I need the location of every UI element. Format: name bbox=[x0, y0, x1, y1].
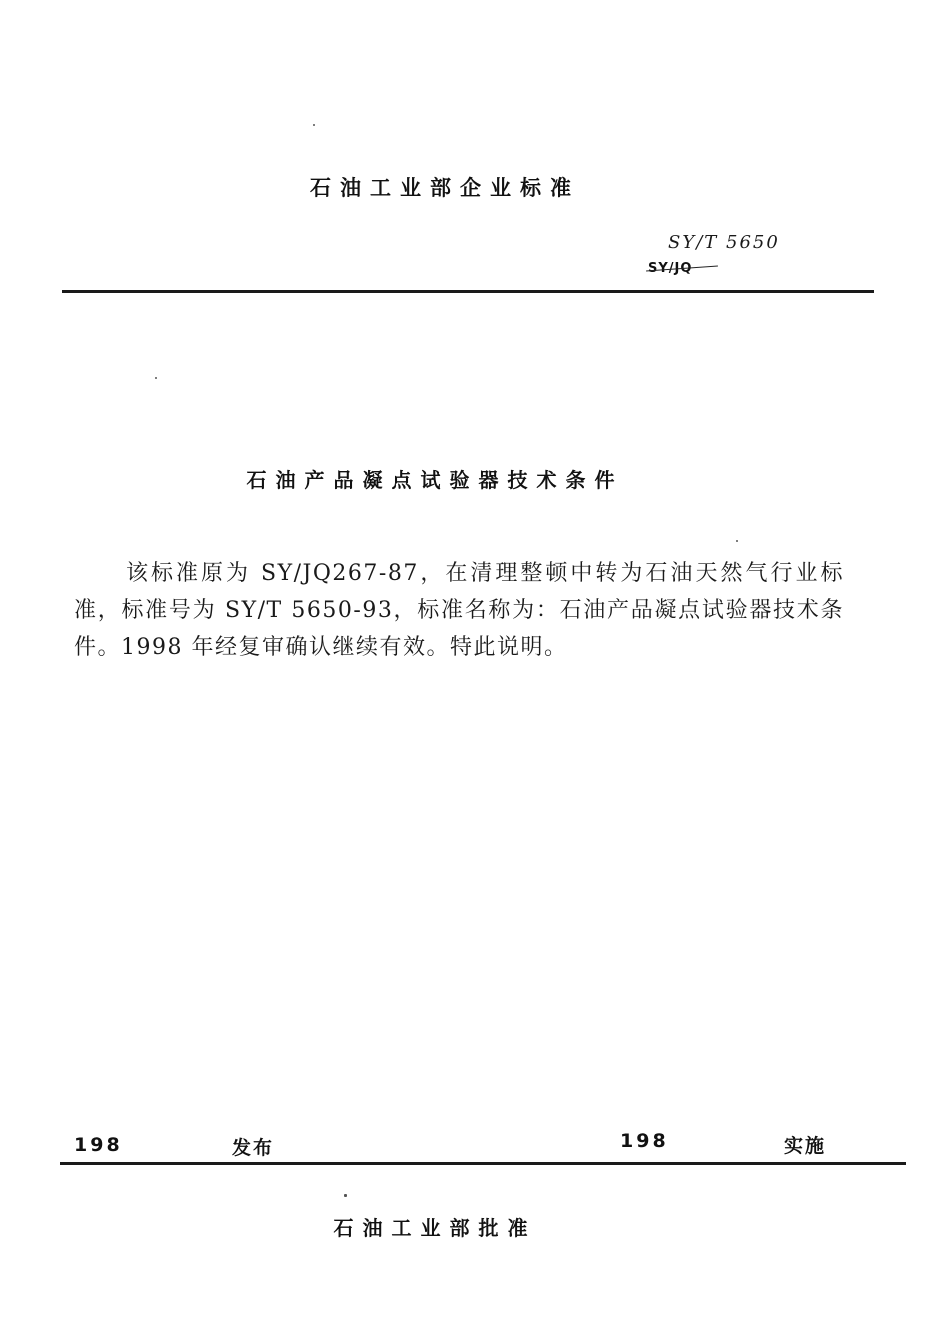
issuing-authority-header: 石油工业部企业标准 bbox=[310, 176, 580, 200]
document-body-paragraph: 该标准原为 SY/JQ267-87，在清理整顿中转为石油天然气行业标准，标准号为 SY/T 5650-93，标准名称为：石油产品凝点试验器技术条件。1998 年经复审确认继续有效。特此说明。 bbox=[74, 561, 844, 660]
scan-speck bbox=[313, 124, 315, 126]
publish-label: 发布 bbox=[232, 1137, 275, 1159]
publish-year: 198 bbox=[74, 1134, 123, 1156]
scan-speck bbox=[155, 377, 157, 379]
standard-code-handwritten: SY/T 5650 bbox=[668, 232, 780, 253]
standard-code-printed: SY/JQ bbox=[648, 261, 693, 276]
footer-divider bbox=[60, 1162, 906, 1165]
effective-year: 198 bbox=[620, 1130, 669, 1152]
effective-label: 实施 bbox=[784, 1135, 827, 1157]
scan-speck bbox=[344, 1194, 347, 1197]
scan-speck bbox=[736, 540, 738, 542]
document-title: 石油产品凝点试验器技术条件 bbox=[246, 468, 624, 492]
approval-authority: 石油工业部批准 bbox=[333, 1216, 537, 1240]
header-divider bbox=[62, 290, 874, 293]
